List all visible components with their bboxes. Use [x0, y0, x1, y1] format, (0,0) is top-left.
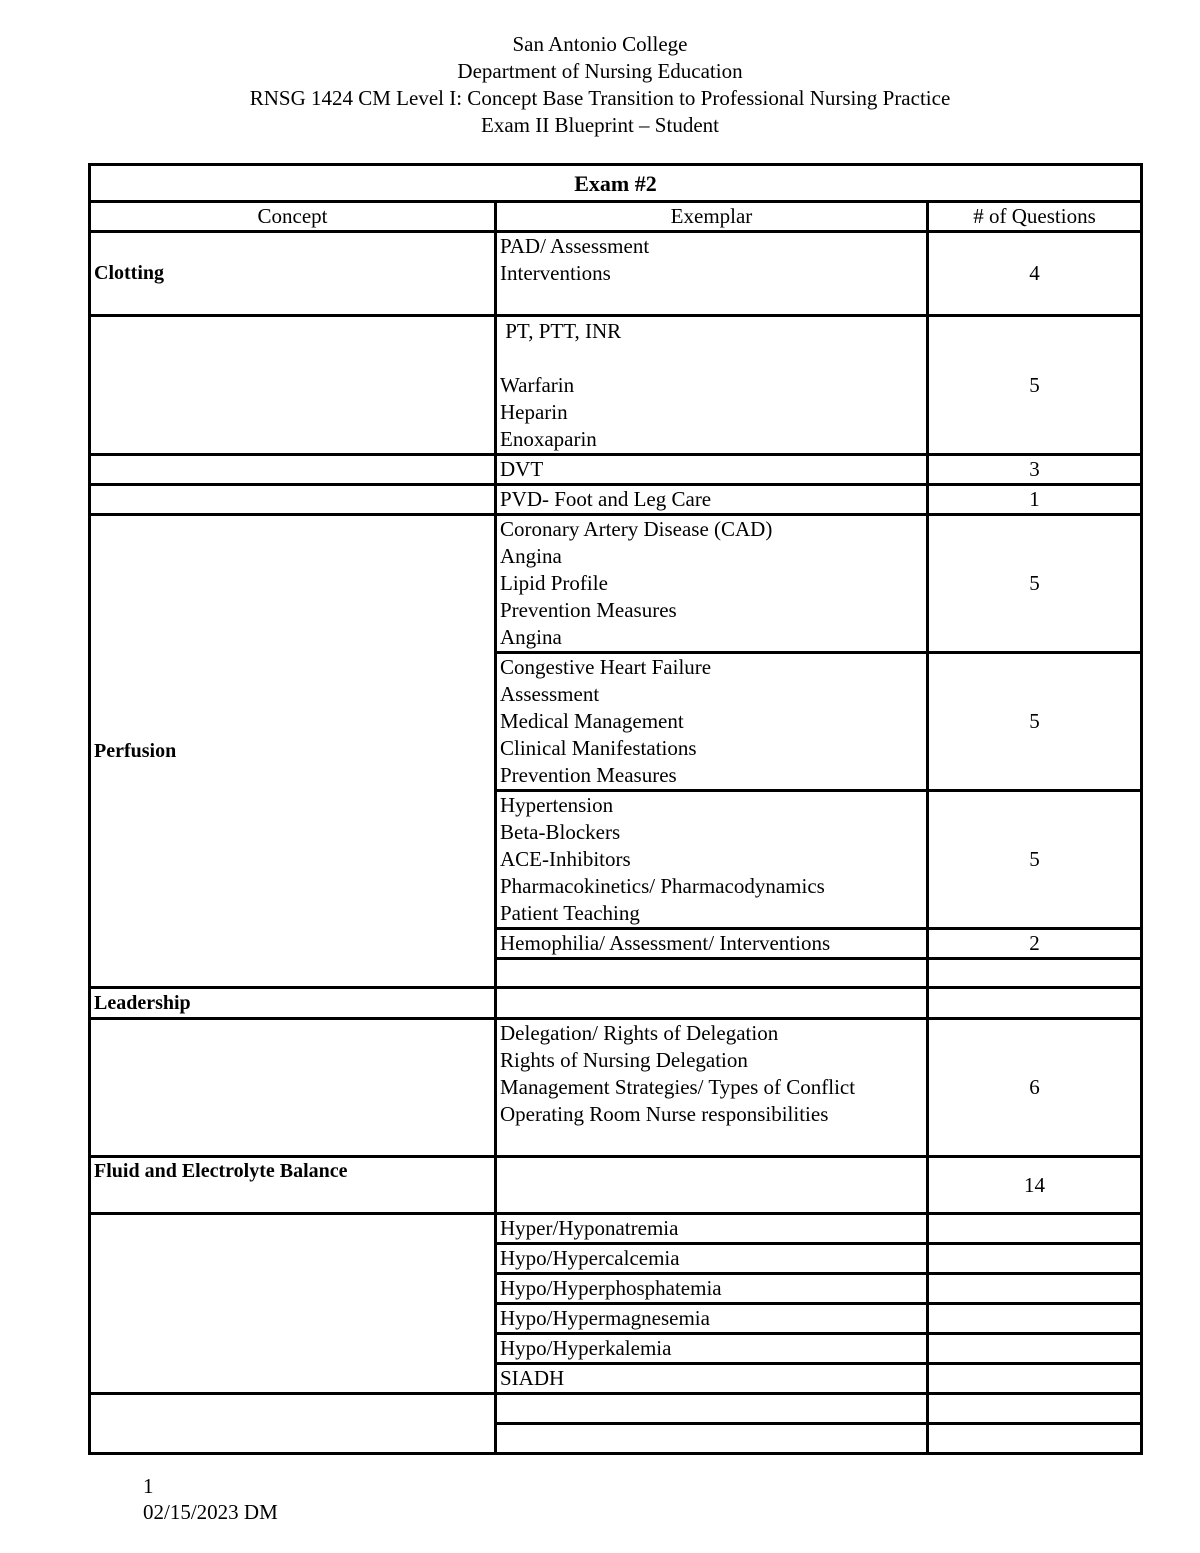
question-count: [928, 1244, 1142, 1274]
question-count: 3: [928, 455, 1142, 485]
exemplar-cell: [496, 515, 928, 653]
concept-cell: [90, 1019, 496, 1157]
exemplar-cell: [496, 929, 928, 959]
exemplar-line: Clinical Manifestations: [500, 736, 697, 760]
exemplar-line: Prevention Measures: [500, 763, 677, 787]
exemplar-line: Angina: [500, 544, 562, 568]
column-header-questions: # of Questions: [928, 202, 1142, 232]
question-count: 2: [928, 929, 1142, 959]
question-count: 14: [928, 1157, 1142, 1214]
exemplar-line: Congestive Heart Failure: [500, 655, 712, 679]
table-title: Exam #2: [90, 165, 1142, 202]
concept-cell: [90, 455, 496, 485]
question-count: 1: [928, 485, 1142, 515]
question-count: 5: [928, 653, 1142, 791]
exemplar-cell: Hypo/Hypermagnesemia: [496, 1304, 928, 1334]
concept-cell: Leadership: [90, 988, 496, 1019]
exemplar-line: Lipid Profile: [500, 571, 608, 595]
exemplar-line: Coronary Artery Disease (CAD): [500, 517, 773, 541]
concept-cell: [90, 1214, 496, 1394]
question-count: 4: [928, 232, 1142, 316]
exemplar-cell: [496, 959, 928, 988]
concept-cell: Clotting: [90, 232, 496, 316]
exemplar-cell: Hypo/Hypercalcemia: [496, 1244, 928, 1274]
exemplar-line: ACE-Inhibitors: [500, 847, 631, 871]
document-header: [0, 31, 1200, 139]
concept-cell: [90, 1394, 496, 1454]
question-count: 5: [928, 791, 1142, 929]
exemplar-spacer: [500, 345, 923, 372]
college-name: San Antonio College: [512, 32, 688, 56]
exemplar-cell: [496, 988, 928, 1019]
exemplar-cell: [496, 653, 928, 791]
exemplar-line: Heparin: [500, 399, 568, 424]
exemplar-line: Enoxaparin: [500, 426, 597, 451]
exemplar-line: Patient Teaching: [500, 901, 640, 925]
exemplar-line: Hypertension: [500, 793, 614, 817]
course-title: RNSG 1424 CM Level I: Concept Base Transition to Professional Nursing Practice: [249, 86, 951, 110]
question-count: [928, 1364, 1142, 1394]
question-count: [928, 1424, 1142, 1454]
exemplar-line: Assessment: [500, 682, 600, 706]
question-count: [928, 1334, 1142, 1364]
exemplar-cell: Hyper/Hyponatremia: [496, 1214, 928, 1244]
question-count: 5: [928, 316, 1142, 455]
concept-cell: Fluid and Electrolyte Balance: [90, 1157, 496, 1214]
exemplar-cell: [496, 485, 928, 515]
exemplar-line: Hemophilia/ Assessment/ Interventions: [500, 931, 831, 955]
concept-cell: [90, 485, 496, 515]
exemplar-line: Prevention Measures: [500, 598, 677, 622]
department-name: Department of Nursing Education: [457, 59, 743, 83]
exemplar-line: Angina: [500, 625, 562, 649]
exemplar-cell: [496, 1424, 928, 1454]
exemplar-line: DVT: [500, 457, 544, 481]
exemplar-cell: [496, 232, 928, 316]
column-header-exemplar: Exemplar: [496, 202, 928, 232]
question-count: [928, 959, 1142, 988]
exemplar-cell: [496, 791, 928, 929]
question-count: [928, 988, 1142, 1019]
concept-cell-perfusion: Perfusion: [90, 515, 496, 988]
exemplar-line: Interventions: [500, 261, 611, 285]
exemplar-line: Operating Room Nurse responsibilities: [500, 1102, 829, 1126]
exemplar-line: Pharmacokinetics/ Pharmacodynamics: [500, 874, 825, 898]
exemplar-cell: [496, 1019, 928, 1157]
question-count: [928, 1214, 1142, 1244]
exemplar-line: Rights of Nursing Delegation: [500, 1048, 748, 1072]
column-header-concept: Concept: [90, 202, 496, 232]
footer-date: 02/15/2023 DM: [143, 1500, 278, 1524]
exemplar-cell: [496, 1394, 928, 1424]
concept-cell: [90, 316, 496, 455]
exam-title: Exam II Blueprint – Student: [481, 113, 719, 137]
exemplar-cell: [496, 455, 928, 485]
page-number: 1: [143, 1474, 154, 1498]
exemplar-line: PVD- Foot and Leg Care: [500, 487, 712, 511]
question-count: 5: [928, 515, 1142, 653]
exemplar-cell: [496, 316, 928, 455]
exemplar-line: Beta-Blockers: [500, 820, 621, 844]
exemplar-cell: Hypo/Hyperkalemia: [496, 1334, 928, 1364]
exemplar-line: Medical Management: [500, 709, 684, 733]
question-count: [928, 1394, 1142, 1424]
blueprint-table: [88, 163, 1143, 1455]
page-footer: [143, 1473, 278, 1525]
exemplar-line: PAD/ Assessment: [500, 234, 650, 258]
exemplar-line: Delegation/ Rights of Delegation: [500, 1021, 779, 1045]
exemplar-line: Warfarin: [500, 372, 575, 397]
question-count: [928, 1274, 1142, 1304]
exemplar-cell: Hypo/Hyperphosphatemia: [496, 1274, 928, 1304]
exemplar-cell: [496, 1157, 928, 1214]
exemplar-line: PT, PTT, INR: [500, 318, 622, 343]
question-count: 6: [928, 1019, 1142, 1157]
exemplar-cell: SIADH: [496, 1364, 928, 1394]
question-count: [928, 1304, 1142, 1334]
exemplar-line: Management Strategies/ Types of Conflict: [500, 1075, 856, 1099]
